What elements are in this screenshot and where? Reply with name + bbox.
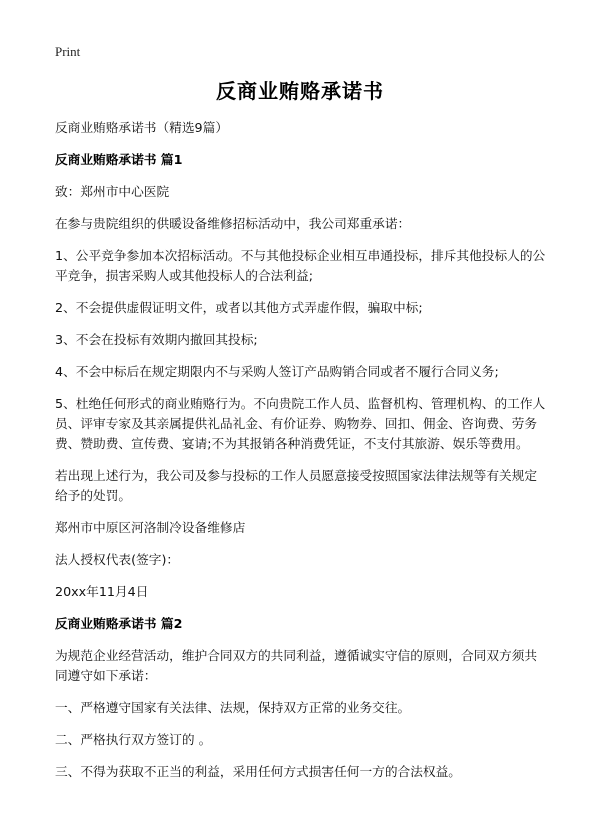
document-subtitle: 反商业贿赂承诺书（精选9篇） xyxy=(55,120,229,135)
signature-label: 法人授权代表(签字)： xyxy=(55,552,180,567)
recipient-line: 致：郑州市中心医院 xyxy=(55,184,170,199)
closing-paragraph: 若出现上述行为，我公司及参与投标的工作人员愿意接受按照国家法律法规等有关规定给予的处罚。 xyxy=(55,468,538,503)
page-title: 反商业贿赂承诺书 xyxy=(216,79,384,103)
promise-item-3: 3、不会在投标有效期内撤回其投标; xyxy=(55,332,258,347)
intro-paragraph: 在参与贵院组织的供暖设备维修招标活动中，我公司郑重承诺： xyxy=(55,216,411,231)
company-name: 郑州市中原区河洛制冷设备维修店 xyxy=(55,520,246,535)
promise-item-2: 2、不会提供虚假证明文件，或者以其他方式弄虚作假，骗取中标; xyxy=(55,300,423,315)
section-2-heading: 反商业贿赂承诺书 篇2 xyxy=(55,616,183,631)
section-2-item-1: 一、严格遵守国家有关法律、法规，保持双方正常的业务交往。 xyxy=(55,700,411,715)
section-2-item-3: 三、不得为获取不正当的利益，采用任何方式损害任何一方的合法权益。 xyxy=(55,764,461,779)
promise-item-4: 4、不会中标后在规定期限内不与采购人签订产品购销合同或者不履行合同义务; xyxy=(55,364,499,379)
document-body xyxy=(55,118,549,794)
section-2-intro: 为规范企业经营活动，维护合同双方的共同利益，遵循诚实守信的原则，合同双方须共同遵守如下承诺： xyxy=(55,648,538,683)
section-1-heading: 反商业贿赂承诺书 篇1 xyxy=(55,152,183,167)
print-link[interactable]: Print xyxy=(55,44,81,59)
promise-item-5: 5、杜绝任何形式的商业贿赂行为。不向贵院工作人员、监督机构、管理机构、的工作人员、评审专家及其亲属提供礼品礼金、有价证券、购物券、回扣、佣金、咨询费、劳务费、赞助费、宣传费、宴请;不为其报销各种消费凭证，不支付其旅游、娱乐等费用。 xyxy=(55,396,546,451)
promise-item-1: 1、公平竞争参加本次招标活动。不与其他投标企业相互串通投标，排斥其他投标人的公平竞争，损害采购人或其他投标人的合法利益; xyxy=(55,248,546,283)
section-2-item-2: 二、严格执行双方签订的 。 xyxy=(55,732,212,747)
document-date: 20xx年11月4日 xyxy=(55,584,149,599)
